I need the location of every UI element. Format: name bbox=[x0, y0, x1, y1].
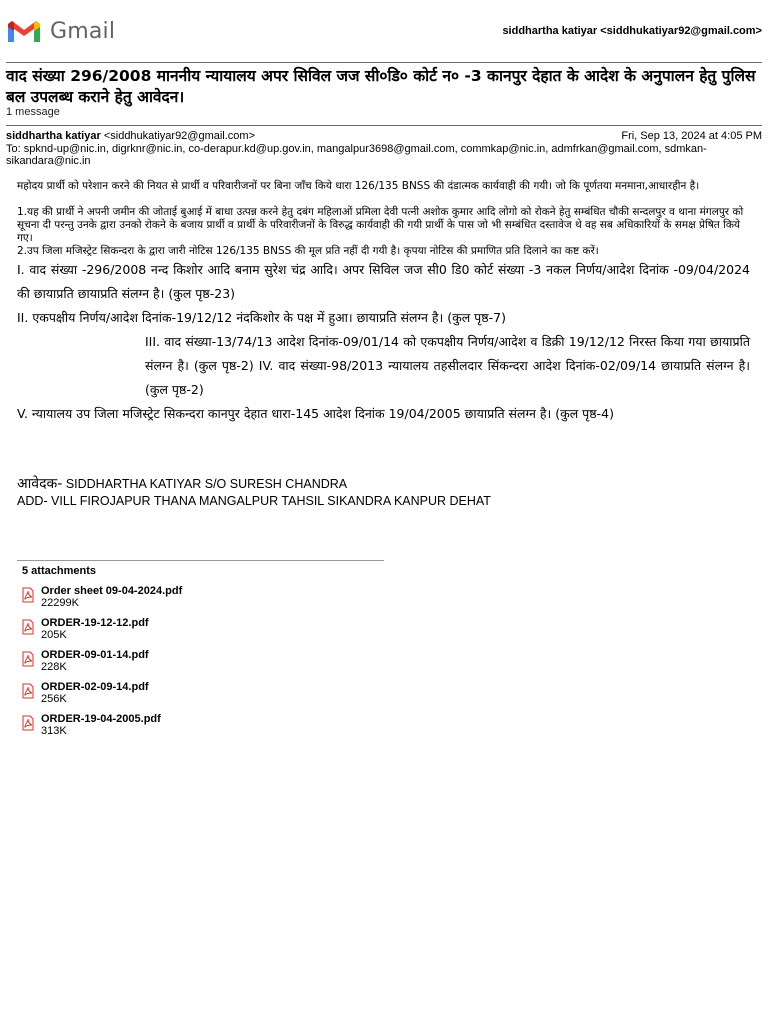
sender bbox=[6, 130, 255, 142]
attachment-name[interactable]: ORDER-09-01-14.pdf bbox=[41, 649, 149, 661]
account-info: siddhartha katiyar <siddhukatiyar92@gmail.com> bbox=[502, 25, 762, 37]
attachment-name[interactable]: ORDER-02-09-14.pdf bbox=[41, 681, 149, 693]
email-subject: वाद संख्या 296/2008 माननीय न्यायालय अपर सिविल जज सी०डि० कोर्ट न० -3 कानपुर देहात के आदेश के अनुपालन हेतु पुलिस बल उपलब्ध कराने हेतु आवेदन। bbox=[6, 67, 756, 106]
list-item-2: II. एकपक्षीय निर्णय/आदेश दिनांक-19/12/12 नंदकिशोर के पक्ष में हुआ। छायाप्रति संलग्न है। (कुल पृष्ठ-7) bbox=[17, 310, 506, 325]
attachment-name[interactable]: Order sheet 09-04-2024.pdf bbox=[41, 585, 183, 597]
attachment-item[interactable] bbox=[20, 713, 161, 743]
pdf-file-icon bbox=[20, 683, 36, 699]
message-divider bbox=[6, 125, 762, 126]
body-point-2: 2.उप जिला मजिस्ट्रेट सिकन्दरा के द्वारा जारी नोटिस 126/135 BNSS की मूल प्रति नहीं दी गयी है। कृपया नोटिस की प्रमाणित प्रति दिलाने का कष्ट करें। bbox=[17, 245, 599, 257]
message-body bbox=[17, 180, 750, 426]
gmail-brand-text: Gmail bbox=[50, 18, 116, 44]
applicant-signature bbox=[17, 476, 491, 510]
attachments-heading: 5 attachments bbox=[22, 565, 96, 577]
header-divider bbox=[6, 62, 762, 63]
gmail-logo[interactable] bbox=[6, 16, 115, 46]
attachment-item[interactable] bbox=[20, 585, 182, 615]
attachment-item[interactable] bbox=[20, 649, 149, 679]
list-item-5: V. न्यायालय उप जिला मजिस्ट्रेट सिकन्दरा कानपुर देहात धारा-145 आदेश दिनांक 19/04/2005 छायाप्रति संलग्न है। (कुल पृष्ठ-4) bbox=[17, 406, 614, 421]
pdf-file-icon bbox=[20, 715, 36, 731]
attachment-name[interactable]: ORDER-19-12-12.pdf bbox=[41, 617, 149, 629]
list-item-3-4: III. वाद संख्या-13/74/13 आदेश दिनांक-09/01/14 को एकपक्षीय निर्णय/आदेश व डिक्री 19/12/12 निरस्त किया गया छायाप्रति संलग्न है। (कुल पृष्ठ-2) IV. वाद संख्या-98/2013 न्यायालय तहसीलदार सिंकन्दरा आदेश दिनांक-02/09/14 छायाप्रति संलग्न है। (कुल पृष्ठ-2) bbox=[145, 334, 750, 397]
body-intro: महोदय प्रार्थी को परेशान करने की नियत से प्रार्थी व परिवारीजनों पर बिना जाँच किये धारा 126/135 BNSS की दंडात्मक कार्यवाही की गयी। जो कि पूर्णतया मनमाना,आधारहीन है। bbox=[17, 180, 700, 192]
attachment-size: 313K bbox=[41, 725, 67, 737]
attachment-name[interactable]: ORDER-19-04-2005.pdf bbox=[41, 713, 161, 725]
applicant-label: आवेदक- bbox=[17, 476, 63, 492]
gmail-header bbox=[6, 14, 762, 48]
attachment-size: 256K bbox=[41, 693, 67, 705]
recipients: To: spknd-up@nic.in, digrknr@nic.in, co-derapur.kd@up.gov.in, mangalpur3698@gmail.com, commkap@nic.in, admfrkan@gmail.com, sdmkan-sikandara@nic.in bbox=[6, 143, 707, 167]
attachment-item[interactable] bbox=[20, 617, 149, 647]
pdf-file-icon bbox=[20, 587, 36, 603]
list-item-1: I. वाद संख्या -296/2008 नन्द किशोर आदि बनाम सुरेश चंद्र आदि। अपर सिविल जज सी0 डि0 कोर्ट संख्या -3 नकल निर्णय/आदेश दिनांक -09/04/2024 की छायाप्रति छायाप्रति संलग्न है। (कुल पृष्ठ-23) bbox=[17, 262, 750, 301]
attachment-item[interactable] bbox=[20, 681, 149, 711]
body-point-1: 1.यह की प्रार्थी ने अपनी जमीन की जोताई बुआई में बाधा उत्पन्न करने हेतु दबंग महिलाओं प्रमिला देवी पत्नी अशोक कुमार आदि लोगो को रोकने हेतु सम्बंधित चौकी सन्दलपुर व थाना मंगलपुर को सूचना दी परन्तु उनके द्वारा उनको रोकने के बजाय प्रार्थी व प्रार्थी के परिवारीजनों के विरुद्ध कार्यवाही की गयी प्रार्थी के पास जो भी सम्बंधित दस्तावेज थे वह सब अधिकारियों के समक्ष प्रेषित किये गए। bbox=[17, 206, 744, 244]
applicant-address: ADD- VILL FIROJAPUR THANA MANGALPUR TAHSIL SIKANDRA KANPUR DEHAT bbox=[17, 494, 491, 508]
message-date: Fri, Sep 13, 2024 at 4:05 PM bbox=[621, 130, 762, 142]
message-count: 1 message bbox=[6, 106, 60, 118]
gmail-logo-icon bbox=[6, 18, 42, 44]
pdf-file-icon bbox=[20, 619, 36, 635]
attachment-size: 205K bbox=[41, 629, 67, 641]
attachment-list-text bbox=[17, 258, 750, 426]
sender-email: <siddhukatiyar92@gmail.com> bbox=[103, 130, 256, 142]
pdf-file-icon bbox=[20, 651, 36, 667]
sender-name: siddhartha katiyar bbox=[6, 130, 101, 142]
attachment-size: 228K bbox=[41, 661, 67, 673]
applicant-name: SIDDHARTHA KATIYAR S/O SURESH CHANDRA bbox=[62, 477, 348, 491]
attachments-divider bbox=[17, 560, 384, 561]
attachment-size: 22299K bbox=[41, 597, 79, 609]
